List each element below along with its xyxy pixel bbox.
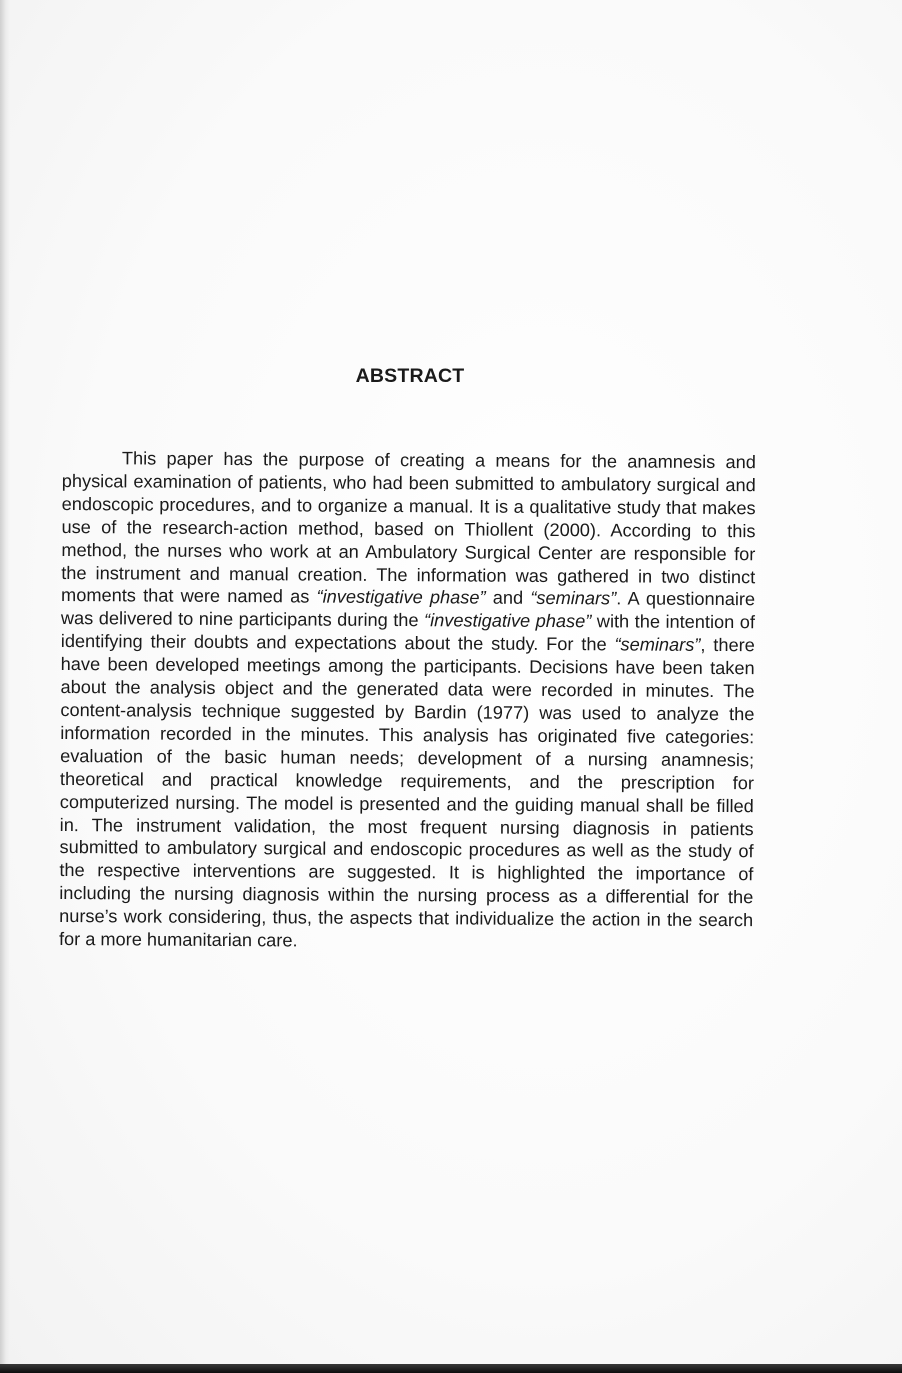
term-investigative-phase-2: “investigative phase”: [424, 610, 592, 632]
abstract-text-part-2: and: [485, 588, 531, 609]
abstract-text-part-5: , there have been developed meetings among the participants. Decisions have been taken about the analysis object and the generated data were recorded in minutes. The content-analysis technique suggested by Bardin (1977) was used to analyze the information recorded in the minutes. This analysis has originated five categories: evaluation of the basic human needs; development of a nursing anamnesis; theoretical and practical knowledge requirements, and the prescription for computerized nursing. The model is presented and the guiding manual shall be filled in. The instrument validation, the most frequent nursing diagnosis in patients submitted to ambulatory surgical and endoscopic procedures as well as the study of the respective interventions are suggested. It is highlighted the importance of including the nursing diagnosis within the nursing process as a differential for the nurse’s work considering, thus, the aspects that individualize the action in the search for a more humanitarian care.: [58, 635, 755, 951]
term-investigative-phase: “investigative phase”: [316, 586, 486, 609]
page-title: ABSTRACT: [355, 365, 465, 388]
abstract-text-part-3: . A questionnaire was delivered to nine participants during the: [60, 588, 756, 631]
abstract-text-part-4: with the intention of identifying their doubts and expectations about the study. For the: [60, 611, 755, 655]
abstract-text-part-1: This paper has the purpose of creating a means for the anamnesis and physical examination of patients, who had been submitted to ambulatory surgical and endoscopic procedures, and to organize a manual. It is a qualitative study that makes use of the research-action method, based on Thiollent (2000). According to this method, the nurses who work at an Ambulatory Surgical Center are responsible for the instrument and manual creation. The information was gathered in two distinct moments that were named as: [61, 448, 756, 607]
term-seminars-2: “seminars”: [614, 634, 701, 656]
abstract-paragraph: [59, 447, 756, 955]
binding-shadow: [0, 0, 10, 1373]
term-seminars: “seminars”: [530, 588, 617, 609]
scan-bottom-edge: [0, 1364, 902, 1373]
